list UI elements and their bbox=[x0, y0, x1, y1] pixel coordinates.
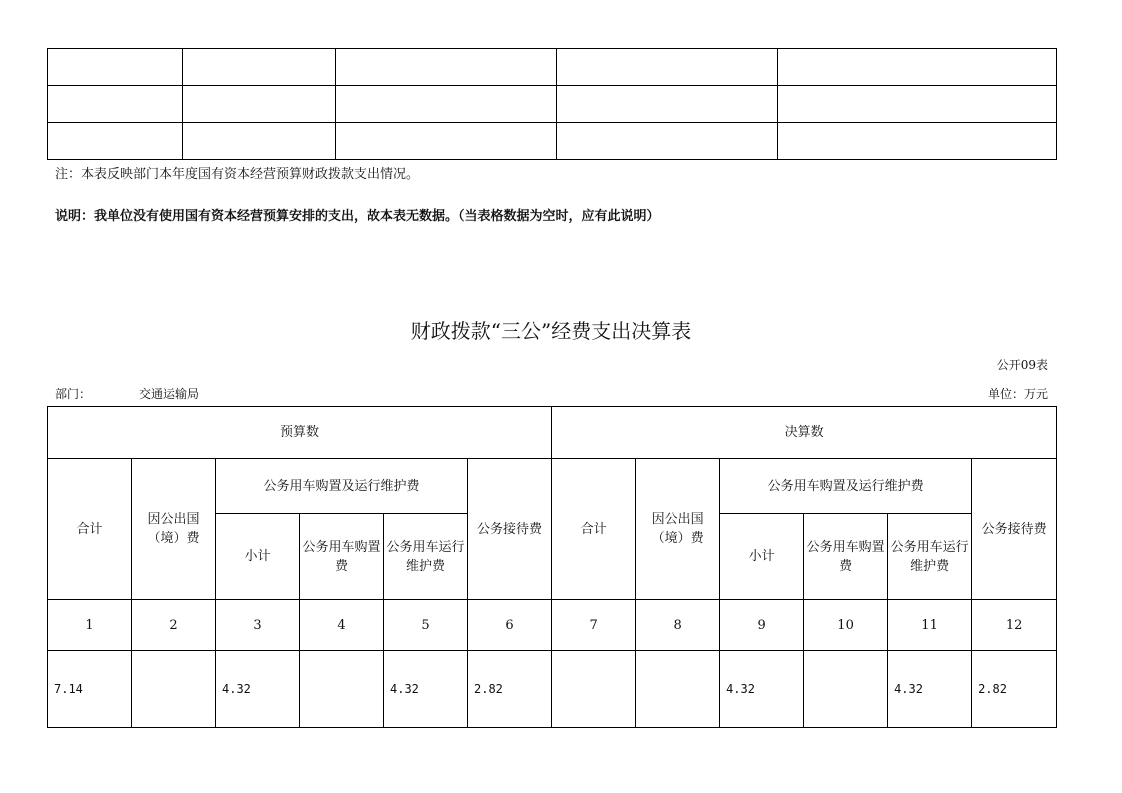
value-cell: 4.32 bbox=[384, 651, 468, 728]
budget-vehicle-purchase-header: 公务用车购置费 bbox=[300, 514, 384, 600]
table-cell bbox=[48, 123, 183, 160]
budget-header: 预算数 bbox=[48, 407, 552, 459]
value-cell: 4.32 bbox=[888, 651, 972, 728]
final-reception-header: 公务接待费 bbox=[972, 459, 1057, 600]
column-number: 11 bbox=[888, 600, 972, 651]
budget-reception-header: 公务接待费 bbox=[468, 459, 552, 600]
value-cell bbox=[804, 651, 888, 728]
final-abroad-header: 因公出国（境）费 bbox=[636, 459, 720, 600]
value-cell bbox=[300, 651, 384, 728]
value-cell: 7.14 bbox=[48, 651, 132, 728]
value-cell: 4.32 bbox=[216, 651, 300, 728]
column-number: 1 bbox=[48, 600, 132, 651]
table-cell bbox=[336, 49, 557, 86]
value-cell bbox=[636, 651, 720, 728]
column-number: 3 bbox=[216, 600, 300, 651]
table-cell bbox=[336, 123, 557, 160]
budget-vehicle-operation-header: 公务用车运行维护费 bbox=[384, 514, 468, 600]
explanation-text: 说明：我单位没有使用国有资本经营预算安排的支出，故本表无数据。（当表格数据为空时，应有此说明） bbox=[55, 209, 660, 224]
final-vehicle-operation-header: 公务用车运行维护费 bbox=[888, 514, 972, 600]
value-cell bbox=[552, 651, 636, 728]
header-row bbox=[48, 459, 1057, 514]
final-subtotal-header: 小计 bbox=[720, 514, 804, 600]
table-cell bbox=[778, 123, 1057, 160]
table-cell bbox=[48, 49, 183, 86]
column-number: 9 bbox=[720, 600, 804, 651]
budget-subtotal-header: 小计 bbox=[216, 514, 300, 600]
column-number: 10 bbox=[804, 600, 888, 651]
value-cell: 2.82 bbox=[468, 651, 552, 728]
unit-label: 单位：万元 bbox=[987, 387, 1048, 401]
table-cell bbox=[557, 86, 778, 123]
final-header: 决算数 bbox=[552, 407, 1057, 459]
data-row bbox=[48, 651, 1057, 728]
column-number: 12 bbox=[972, 600, 1057, 651]
department-label: 部门： bbox=[55, 387, 92, 401]
value-cell: 4.32 bbox=[720, 651, 804, 728]
table-cell bbox=[48, 86, 183, 123]
table-number: 公开09表 bbox=[996, 358, 1048, 372]
column-number: 2 bbox=[132, 600, 216, 651]
empty-previous-table bbox=[47, 48, 1057, 160]
table-cell bbox=[183, 49, 336, 86]
table-cell bbox=[336, 86, 557, 123]
table-cell bbox=[778, 86, 1057, 123]
final-total-header: 合计 bbox=[552, 459, 636, 600]
value-cell bbox=[132, 651, 216, 728]
table-note: 注：本表反映部门本年度国有资本经营预算财政拨款支出情况。 bbox=[55, 167, 420, 182]
budget-vehicle-header: 公务用车购置及运行维护费 bbox=[216, 459, 468, 514]
table-cell bbox=[183, 123, 336, 160]
table-cell bbox=[183, 86, 336, 123]
table-cell bbox=[778, 49, 1057, 86]
column-number: 6 bbox=[468, 600, 552, 651]
column-number: 8 bbox=[636, 600, 720, 651]
final-vehicle-purchase-header: 公务用车购置费 bbox=[804, 514, 888, 600]
column-number: 7 bbox=[552, 600, 636, 651]
column-number: 4 bbox=[300, 600, 384, 651]
budget-abroad-header: 因公出国（境）费 bbox=[132, 459, 216, 600]
table-cell bbox=[557, 123, 778, 160]
table-row bbox=[48, 49, 1057, 86]
three-public-expenses-table bbox=[47, 406, 1057, 728]
table-cell bbox=[557, 49, 778, 86]
header-row bbox=[48, 407, 1057, 459]
budget-total-header: 合计 bbox=[48, 459, 132, 600]
column-number: 5 bbox=[384, 600, 468, 651]
final-vehicle-header: 公务用车购置及运行维护费 bbox=[720, 459, 972, 514]
page-title: 财政拨款“三公”经费支出决算表 bbox=[410, 319, 692, 343]
department-name: 交通运输局 bbox=[139, 387, 200, 401]
column-number-row bbox=[48, 600, 1057, 651]
table-row bbox=[48, 86, 1057, 123]
value-cell: 2.82 bbox=[972, 651, 1057, 728]
table-row bbox=[48, 123, 1057, 160]
